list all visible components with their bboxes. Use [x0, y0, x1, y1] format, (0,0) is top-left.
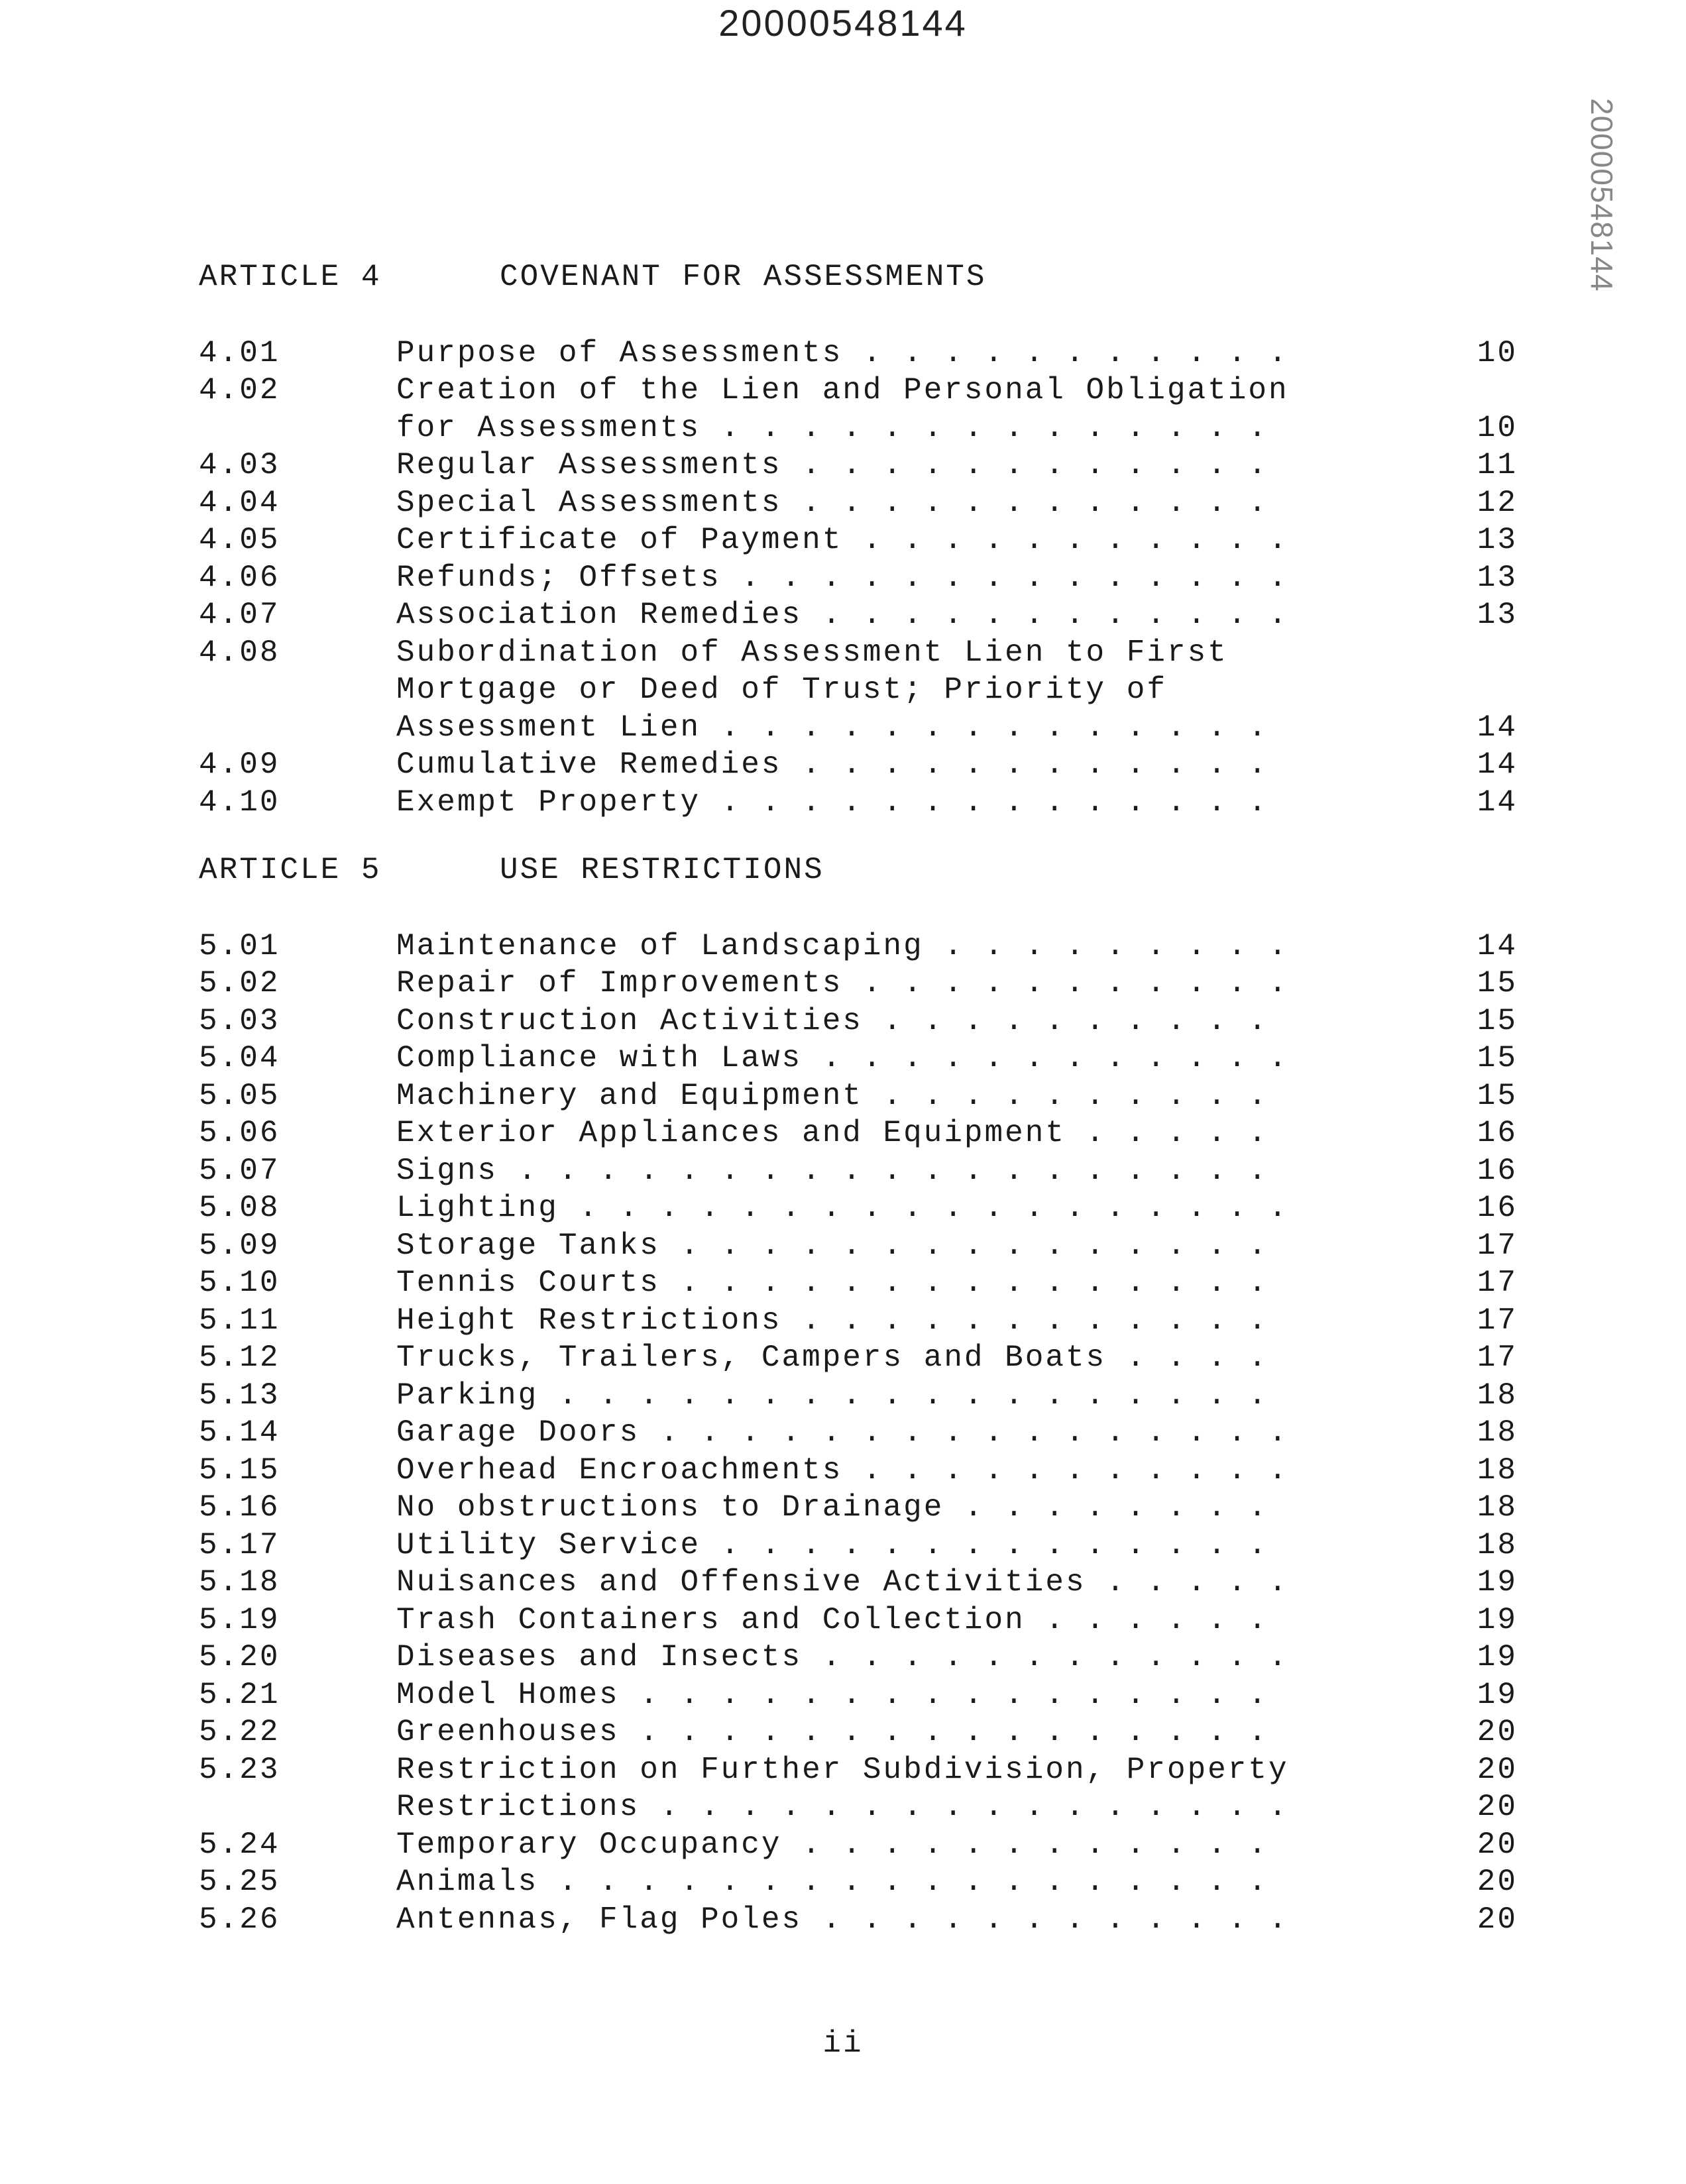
section-title-line: Antennas, Flag Poles . . .	[396, 1901, 1291, 1939]
section-number: 4.03	[199, 448, 280, 482]
section-number: 5.24	[199, 1827, 280, 1862]
section-title-line: Garage Doors . . .	[396, 1414, 1291, 1452]
section-title-line: Exterior Appliances and Equipment . . .	[396, 1115, 1291, 1152]
section-number: 5.09	[199, 1228, 280, 1263]
section-number: 5.26	[199, 1902, 280, 1937]
section-number: 4.04	[199, 485, 280, 520]
toc-entry	[199, 484, 1518, 522]
section-title-line: Purpose of Assessments . . .	[396, 335, 1291, 372]
page-ref: 18	[1477, 1415, 1518, 1450]
toc-entry	[199, 1639, 1518, 1676]
side-stamp-text: 20000548144	[1585, 98, 1619, 292]
section-title-line: Parking . . .	[396, 1377, 1291, 1415]
toc-entry	[199, 1489, 1518, 1527]
section-title-line: Exempt Property . . .	[396, 784, 1291, 822]
section-number: 4.06	[199, 560, 280, 595]
page-ref: 10	[1477, 335, 1518, 370]
section-number: 5.02	[199, 966, 280, 1001]
section-title-line: Machinery and Equipment . . .	[396, 1077, 1291, 1115]
section-title-line: Assessment Lien . . .	[396, 709, 1291, 747]
page-ref: 17	[1477, 1340, 1518, 1375]
page-ref: 19	[1477, 1602, 1518, 1637]
toc-entry	[199, 447, 1518, 484]
page-ref: 12	[1477, 485, 1518, 520]
section-number: 5.18	[199, 1565, 280, 1600]
toc-entry-continuation	[199, 1788, 1518, 1826]
section-number: 5.01	[199, 928, 280, 963]
page-ref: 16	[1477, 1191, 1518, 1225]
section-title-line: No obstructions to Drainage . . .	[396, 1489, 1291, 1527]
page-ref: 13	[1477, 523, 1518, 557]
toc-entry	[199, 1264, 1518, 1302]
section-title-line: Lighting . . .	[396, 1189, 1291, 1227]
section-number: 4.01	[199, 335, 280, 370]
section-number: 5.11	[199, 1303, 280, 1338]
page-ref: 20	[1477, 1790, 1518, 1824]
article-heading	[199, 258, 1518, 296]
section-number: 5.03	[199, 1003, 280, 1038]
section-title-line: Special Assessments . . .	[396, 484, 1291, 522]
section-number: 5.23	[199, 1752, 280, 1787]
toc-entry	[199, 596, 1518, 634]
section-number: 5.13	[199, 1378, 280, 1413]
article-gap	[199, 821, 1518, 851]
toc-entry	[199, 1377, 1518, 1415]
toc-entry	[199, 1003, 1518, 1040]
page-ref: 15	[1477, 1078, 1518, 1113]
toc-entry	[199, 1115, 1518, 1152]
toc-entry	[199, 1189, 1518, 1227]
section-number: 5.07	[199, 1153, 280, 1188]
section-title-line: Certificate of Payment . . .	[396, 521, 1291, 559]
table-of-contents	[199, 258, 1518, 1938]
toc-entry	[199, 521, 1518, 559]
section-title-line: Maintenance of Landscaping . . .	[396, 928, 1291, 965]
toc-entry	[199, 1602, 1518, 1639]
section-number: 5.15	[199, 1452, 280, 1488]
toc-entry	[199, 1452, 1518, 1490]
page-ref: 20	[1477, 1865, 1518, 1899]
page-ref: 18	[1477, 1490, 1518, 1525]
section-title-line: Trucks, Trailers, Campers and Boats . . .	[396, 1339, 1291, 1377]
page-ref: 17	[1477, 1266, 1518, 1300]
section-number: 5.22	[199, 1715, 280, 1749]
section-title-line: Compliance with Laws . . .	[396, 1040, 1291, 1077]
toc-entry	[199, 1339, 1518, 1377]
toc-entry	[199, 372, 1518, 447]
section-title-line: Restrictions . . .	[396, 1788, 1291, 1826]
toc-entry	[199, 746, 1518, 784]
page-ref: 18	[1477, 1452, 1518, 1488]
page-ref: 15	[1477, 1003, 1518, 1038]
toc-entry	[199, 1040, 1518, 1077]
article-title: COVENANT FOR ASSESSMENTS	[500, 260, 987, 294]
section-title-line: Restriction on Further Subdivision, Property	[396, 1752, 1289, 1787]
section-number: 5.06	[199, 1116, 280, 1150]
page-ref: 16	[1477, 1116, 1518, 1150]
section-title-line: Signs . . .	[396, 1152, 1291, 1190]
page-ref: 13	[1477, 598, 1518, 632]
section-number: 5.08	[199, 1191, 280, 1225]
toc-entry	[199, 1152, 1518, 1190]
article-heading	[199, 851, 1518, 889]
section-title-line: Construction Activities . . .	[396, 1003, 1291, 1040]
section-title-line: Overhead Encroachments . . .	[396, 1452, 1291, 1490]
section-title-line: Creation of the Lien and Personal Obligation	[396, 373, 1289, 408]
section-number: 5.25	[199, 1865, 280, 1899]
section-title-line: Height Restrictions . . .	[396, 1302, 1291, 1340]
page-ref: 13	[1477, 560, 1518, 595]
toc-entry	[199, 634, 1518, 747]
page-ref: 15	[1477, 1041, 1518, 1075]
toc-entry	[199, 1227, 1518, 1265]
section-number: 5.04	[199, 1041, 280, 1075]
toc-entry	[199, 1676, 1518, 1714]
page-ref: 20	[1477, 1902, 1518, 1937]
section-title-line: Animals . . .	[396, 1863, 1291, 1901]
section-title-line: Subordination of Assessment Lien to First	[396, 635, 1228, 670]
toc-entry	[199, 559, 1518, 597]
section-title-line: Model Homes . . .	[396, 1676, 1291, 1714]
section-title-line: Temporary Occupancy . . .	[396, 1826, 1291, 1864]
toc-entry	[199, 1414, 1518, 1452]
section-number: 4.05	[199, 523, 280, 557]
section-title-line: for Assessments . . .	[396, 410, 1291, 447]
section-title-line: Repair of Improvements . . .	[396, 965, 1291, 1003]
page-ref: 20	[1477, 1715, 1518, 1749]
section-number: 5.20	[199, 1640, 280, 1674]
section-title-line: Cumulative Remedies . . .	[396, 746, 1291, 784]
page-ref: 17	[1477, 1303, 1518, 1338]
section-number: 5.12	[199, 1340, 280, 1375]
section-number: 5.10	[199, 1266, 280, 1300]
section-title-line: Diseases and Insects . . .	[396, 1639, 1291, 1676]
toc-entry	[199, 784, 1518, 822]
section-title-line: Mortgage or Deed of Trust; Priority of	[396, 673, 1167, 707]
page-ref: 20	[1477, 1752, 1518, 1787]
page-ref: 19	[1477, 1677, 1518, 1712]
page-ref: 19	[1477, 1565, 1518, 1600]
section-title-line: Regular Assessments . . .	[396, 447, 1291, 484]
section-title-line: Refunds; Offsets . . .	[396, 559, 1291, 597]
section-title-line: Association Remedies . . .	[396, 596, 1291, 634]
page-ref: 18	[1477, 1378, 1518, 1413]
toc-entry	[199, 1863, 1518, 1901]
page-ref: 16	[1477, 1153, 1518, 1188]
article-title: USE RESTRICTIONS	[500, 853, 824, 887]
page-ref: 17	[1477, 1228, 1518, 1263]
toc-entry	[199, 928, 1518, 965]
toc-entry	[199, 1714, 1518, 1751]
article-label: ARTICLE 4	[199, 260, 382, 294]
section-number: 4.07	[199, 598, 280, 632]
page-ref: 10	[1477, 410, 1518, 445]
toc-entry	[199, 965, 1518, 1003]
document-number: 20000548144	[718, 2, 968, 44]
section-title-line: Tennis Courts . . .	[396, 1264, 1291, 1302]
section-title-line: Nuisances and Offensive Activities . . .	[396, 1564, 1291, 1602]
section-number: 5.19	[199, 1602, 280, 1637]
page-ref: 19	[1477, 1640, 1518, 1674]
section-number: 4.02	[199, 373, 280, 408]
section-number: 5.21	[199, 1677, 280, 1712]
toc-entry	[199, 1077, 1518, 1115]
page-ref: 14	[1477, 747, 1518, 782]
toc-entry	[199, 1564, 1518, 1602]
page-ref: 20	[1477, 1827, 1518, 1862]
section-number: 4.10	[199, 785, 280, 820]
section-number: 5.05	[199, 1078, 280, 1113]
page-ref: 14	[1477, 928, 1518, 963]
page-ref: 15	[1477, 966, 1518, 1001]
section-title-line: Utility Service . . .	[396, 1527, 1291, 1564]
page-ref: 11	[1477, 448, 1518, 482]
section-number: 4.08	[199, 635, 280, 670]
page-ref: 14	[1477, 710, 1518, 745]
section-number: 5.17	[199, 1527, 280, 1562]
toc-entry	[199, 1751, 1518, 1789]
side-stamp	[1584, 98, 1624, 310]
page-number: ii	[822, 2026, 864, 2061]
section-number: 5.14	[199, 1415, 280, 1450]
toc-entry	[199, 1901, 1518, 1939]
toc-entry	[199, 1826, 1518, 1864]
section-title-line: Greenhouses . . .	[396, 1714, 1291, 1751]
toc-entry	[199, 335, 1518, 372]
page-ref: 14	[1477, 785, 1518, 820]
section-title-line: Trash Containers and Collection . . .	[396, 1602, 1291, 1639]
toc-entry	[199, 1527, 1518, 1564]
section-title-line: Storage Tanks . . .	[396, 1227, 1291, 1265]
toc-entry	[199, 1302, 1518, 1340]
article-label: ARTICLE 5	[199, 853, 382, 887]
page-ref: 18	[1477, 1527, 1518, 1562]
section-number: 4.09	[199, 747, 280, 782]
section-number: 5.16	[199, 1490, 280, 1525]
